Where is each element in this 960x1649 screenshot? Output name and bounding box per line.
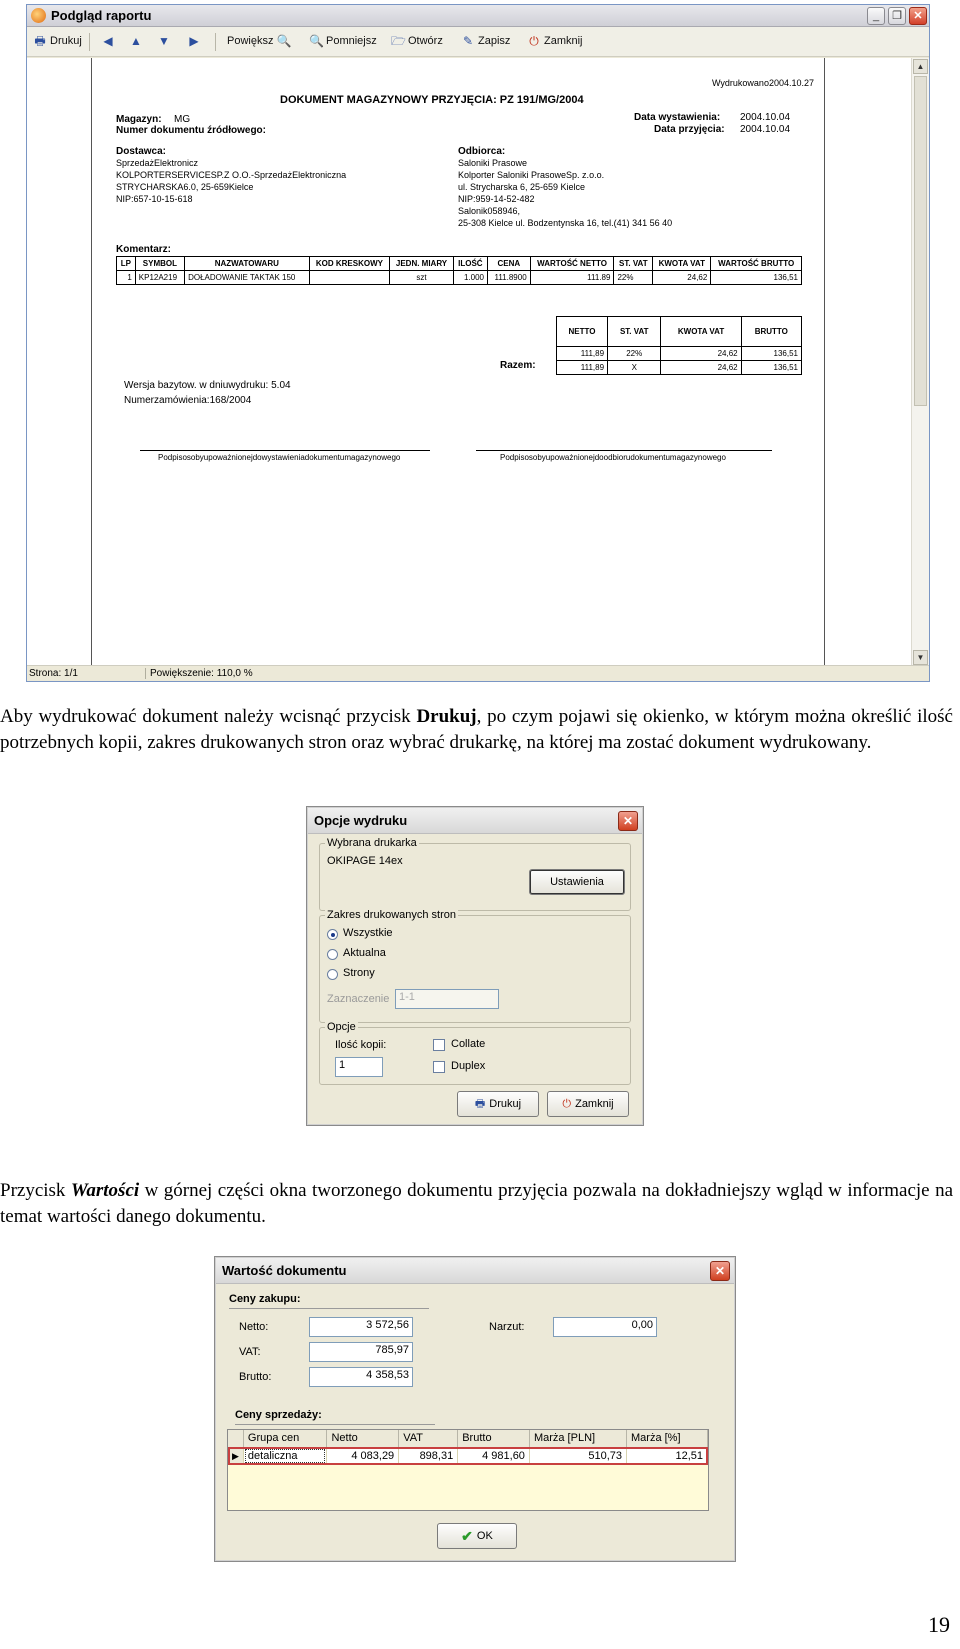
items-header: JEDN. MIARY [390, 257, 453, 271]
status-page: Strona: 1/1 [29, 668, 78, 679]
items-header: NAZWATOWARU [185, 257, 309, 271]
radio-pages[interactable] [327, 969, 338, 980]
source-doc-label: Numer dokumentu źródłowego: [116, 125, 266, 136]
items-header: KWOTA VAT [653, 257, 711, 271]
items-header: SYMBOL [135, 257, 184, 271]
power-icon: ⏻ [529, 34, 539, 48]
copies-label: Ilość kopii: [335, 1039, 387, 1051]
markup-label: Narzut: [489, 1321, 525, 1333]
app-icon [31, 8, 46, 23]
options-group-title: Opcje [327, 1021, 356, 1033]
radio-current-label: Aktualna [343, 947, 386, 959]
check-icon: ✔ [461, 1527, 473, 1544]
report-heading: DOKUMENT MAGAZYNOWY PRZYJĘCIA: PZ 191/MG/2004 [280, 94, 584, 106]
receipt-date: 2004.10.04 [740, 124, 791, 135]
grid-cell[interactable]: 4 981,60 [458, 1447, 530, 1465]
grid-cell[interactable]: detaliczna [243, 1447, 327, 1465]
print-options-dialog [306, 806, 644, 1126]
zoom-in-label: Powiększ [227, 35, 274, 47]
first-page-button[interactable] [101, 34, 115, 48]
print-button[interactable] [457, 1091, 539, 1117]
dialog-title: Opcje wydruku [314, 813, 408, 828]
receiver-line: Saloniki Prasowe [458, 158, 528, 168]
save-label: Zapisz [478, 35, 511, 47]
ok-label: OK [476, 1530, 493, 1542]
table-cell: X [608, 361, 661, 375]
summary-header: ST. VAT [608, 317, 661, 347]
table-cell: 24,62 [661, 361, 741, 375]
print-label: Drukuj [489, 1098, 522, 1110]
close-label: Zamknij [575, 1098, 614, 1110]
issue-date: 2004.10.04 [740, 112, 791, 123]
text-bold: Drukuj [416, 706, 477, 727]
grid-header[interactable]: Marża [PLN] [529, 1430, 626, 1447]
text-run: w górnej części okna tworzonego dokumentu przyjęcia pozwala na dokładniejszy wgląd w informacje na temat wartości danego dokumentu. [0, 1180, 953, 1227]
version-text: Wersja bazytow. w dniuwydruku: 5.04 [124, 380, 291, 391]
items-header: WARTOŚĆ BRUTTO [711, 257, 802, 271]
grid-cell[interactable]: 898,31 [399, 1447, 458, 1465]
close-button[interactable] [547, 1091, 629, 1117]
scroll-up-icon[interactable]: ▲ [913, 59, 928, 74]
paragraph-value [0, 1178, 953, 1230]
radio-all-label: Wszystkie [343, 927, 393, 939]
table-row [557, 361, 802, 375]
divider [235, 1424, 435, 1425]
row-pointer-icon: ▶ [228, 1447, 243, 1465]
maximize-icon[interactable]: ❐ [888, 7, 906, 25]
receiver-line: NIP:959-14-52-482 [458, 194, 535, 204]
table-row [557, 347, 802, 361]
receiver-line: Kolporter Saloniki PrasoweSp. z.o.o. [458, 170, 605, 180]
printer-icon: 🖶 [474, 1097, 486, 1110]
status-zoom: Powiększenie: 110,0 % [145, 668, 253, 679]
grid-header[interactable]: Netto [327, 1430, 399, 1447]
divider [229, 1308, 429, 1309]
arrow-left-icon: ◀ [103, 34, 113, 48]
grid-header[interactable]: Grupa cen [243, 1430, 327, 1447]
table-cell: 24,62 [653, 271, 711, 285]
signature-right: Podpisosobyupoważnionejdoodbiorudokumentumagazynowego [500, 453, 726, 462]
radio-all[interactable] [327, 929, 338, 940]
items-header: LP [117, 257, 136, 271]
preview-area [27, 58, 911, 666]
items-header: ILOŚĆ [453, 257, 487, 271]
save-icon: ✎ [462, 34, 474, 48]
table-cell: 111,89 [557, 347, 608, 361]
collate-checkbox[interactable] [433, 1039, 445, 1051]
close-label: Zamknij [544, 35, 583, 47]
table-cell: 136,51 [741, 361, 801, 375]
selection-input[interactable]: 1-1 [395, 989, 499, 1009]
prev-page-button[interactable] [129, 34, 143, 48]
close-icon[interactable]: ✕ [618, 811, 638, 831]
table-cell: 1.000 [453, 271, 487, 285]
netto-label: Netto: [239, 1321, 269, 1333]
window-title: Podgląd raportu [51, 8, 152, 23]
issue-date-label: Data wystawienia: [634, 112, 721, 123]
summary-header: BRUTTO [741, 317, 801, 347]
power-icon: ⏻ [562, 1097, 572, 1110]
signature-line [476, 450, 772, 451]
supplier-line: SprzedażElektronicz [116, 158, 199, 168]
receiver-label: Odbiorca: [458, 146, 506, 157]
grid-header[interactable]: VAT [399, 1430, 458, 1447]
items-header-row [117, 257, 802, 271]
supplier-line: NIP:657-10-15-618 [116, 194, 193, 204]
grid-header[interactable]: Marża [%] [627, 1430, 708, 1447]
grid-header-indicator [228, 1430, 243, 1447]
grid-cell[interactable]: 4 083,29 [327, 1447, 399, 1465]
sales-prices-grid [227, 1429, 709, 1511]
report-preview-window [26, 4, 930, 682]
vat-label: VAT: [239, 1346, 261, 1358]
netto-field[interactable]: 3 572,56 [309, 1317, 413, 1337]
print-label: Drukuj [50, 35, 82, 47]
close-button[interactable] [527, 34, 583, 48]
dialog-title: Wartość dokumentu [222, 1263, 347, 1278]
table-cell: 111,89 [557, 361, 608, 375]
zoom-out-button[interactable] [309, 34, 377, 48]
separator [215, 33, 216, 51]
items-header: CENA [487, 257, 530, 271]
supplier-line: STRYCHARSKA6.0, 25-659Kielce [116, 182, 254, 192]
last-page-button[interactable] [187, 34, 201, 48]
radio-pages-label: Strony [343, 967, 375, 979]
table-cell: DOŁADOWANIE TAKTAK 150 [185, 271, 309, 285]
text-run: Aby wydrukować dokument należy wcisnąć przycisk [0, 706, 417, 727]
receiver-line: 25-308 Kielce ul. Bodzentynska 16, tel.(41) 341 56 40 [458, 218, 673, 228]
close-icon[interactable]: ✕ [710, 1261, 730, 1281]
grid-cell[interactable]: 12,51 [627, 1447, 708, 1465]
table-cell: szt [390, 271, 453, 285]
scroll-thumb[interactable] [914, 76, 927, 406]
selection-label: Zaznaczenie [327, 993, 390, 1005]
collate-label: Collate [451, 1038, 486, 1050]
status-bar [27, 665, 929, 681]
table-cell: 136,51 [711, 271, 802, 285]
table-cell: 22% [614, 271, 653, 285]
table-cell: 111.89 [530, 271, 614, 285]
print-button[interactable] [33, 34, 82, 48]
table-cell: 22% [608, 347, 661, 361]
brutto-label: Brutto: [239, 1371, 272, 1383]
sum-label: Razem: [500, 360, 536, 371]
close-icon[interactable]: ✕ [909, 7, 927, 25]
table-cell: 136,51 [741, 347, 801, 361]
report-page [91, 58, 825, 666]
purchase-header: Ceny zakupu: [229, 1293, 301, 1305]
table-cell: 1 [117, 271, 136, 285]
text-run: Przycisk [0, 1180, 71, 1201]
save-button[interactable] [461, 34, 510, 48]
minimize-icon[interactable]: _ [867, 7, 885, 25]
folder-icon: 🗁 [391, 34, 406, 48]
receiver-line: Salonik058946, [458, 206, 521, 216]
printer-group-title: Wybrana drukarka [327, 837, 417, 849]
duplex-label: Duplex [451, 1060, 486, 1072]
zoom-in-button[interactable] [227, 34, 290, 48]
zoom-out-label: Pomniejsz [326, 35, 377, 47]
summary-header: NETTO [557, 317, 608, 347]
open-button[interactable] [391, 34, 443, 48]
duplex-checkbox[interactable] [433, 1061, 445, 1073]
signature-line [140, 450, 430, 451]
order-number: Numerzamówienia:168/2004 [124, 395, 252, 406]
dialog-title-bar [308, 808, 642, 834]
grid-header-row [228, 1430, 708, 1447]
table-row [117, 271, 802, 285]
magnifier-minus-icon: 🔍 [309, 34, 324, 48]
supplier-label: Dostawca: [116, 146, 167, 157]
summary-header: KWOTA VAT [661, 317, 741, 347]
summary-table [556, 316, 802, 375]
magnifier-plus-icon: 🔍 [276, 34, 292, 48]
table-cell: KP12A219 [135, 271, 184, 285]
table-cell [309, 271, 390, 285]
range-group-title: Zakres drukowanych stron [327, 909, 456, 921]
next-page-button[interactable] [157, 34, 171, 48]
items-header: ST. VAT [614, 257, 653, 271]
separator [89, 33, 90, 51]
supplier-line: KOLPORTERSERVICESP.Z O.O.-SprzedażElektroniczna [116, 170, 347, 180]
document-value-dialog [214, 1256, 736, 1562]
open-label: Otwórz [408, 35, 443, 47]
paragraph-print [0, 704, 953, 756]
vat-field[interactable]: 785,97 [309, 1342, 413, 1362]
page-number: 19 [928, 1612, 950, 1637]
grid-cell[interactable]: 510,73 [529, 1447, 626, 1465]
grid-header[interactable]: Brutto [458, 1430, 530, 1447]
sales-table [228, 1430, 708, 1465]
scroll-down-icon[interactable]: ▼ [913, 650, 928, 665]
radio-current[interactable] [327, 949, 338, 960]
dialog-title-bar [216, 1258, 734, 1284]
items-header: WARTOŚĆ NETTO [530, 257, 614, 271]
title-bar [27, 5, 929, 27]
warehouse-value: MG [174, 114, 191, 125]
markup-field[interactable]: 0,00 [553, 1317, 657, 1337]
ok-button[interactable] [437, 1523, 517, 1549]
arrow-down-icon: ▼ [158, 34, 170, 48]
sales-header: Ceny sprzedaży: [235, 1409, 322, 1421]
items-header: KOD KRESKOWY [309, 257, 390, 271]
copies-input[interactable]: 1 [335, 1057, 383, 1077]
vertical-scrollbar[interactable] [911, 58, 929, 666]
items-table [116, 256, 802, 285]
printer-icon: 🖶 [34, 34, 46, 48]
comment-label: Komentarz: [116, 244, 172, 255]
signature-left: Podpisosobyupoważnionejdowystawieniadokumentumagazynowego [158, 453, 401, 462]
printer-name: OKIPAGE 14ex [327, 855, 403, 867]
summary-header-row [557, 317, 802, 347]
arrow-up-icon: ▲ [130, 34, 142, 48]
settings-label: Ustawienia [550, 876, 604, 888]
printed-date: Wydrukowano2004.10.27 [712, 78, 814, 88]
table-row[interactable] [228, 1447, 708, 1465]
warehouse-label: Magazyn: [116, 114, 162, 125]
receipt-date-label: Data przyjęcia: [654, 124, 725, 135]
text-run: , po czym pojawi się okienko, w którym można określić ilość potrzebnych kopii, zakres drukowanych stron oraz wybrać drukarkę, na której ma zostać dokument wydrukowany. [0, 706, 953, 753]
receiver-line: ul. Strycharska 6, 25-659 Kielce [458, 182, 586, 192]
settings-button[interactable] [529, 869, 625, 895]
table-cell: 24,62 [661, 347, 741, 361]
table-cell: 111.8900 [487, 271, 530, 285]
text-bold-italic: Wartości [70, 1180, 140, 1201]
arrow-right-icon: ▶ [189, 34, 199, 48]
brutto-field[interactable]: 4 358,53 [309, 1367, 413, 1387]
toolbar [27, 27, 929, 57]
